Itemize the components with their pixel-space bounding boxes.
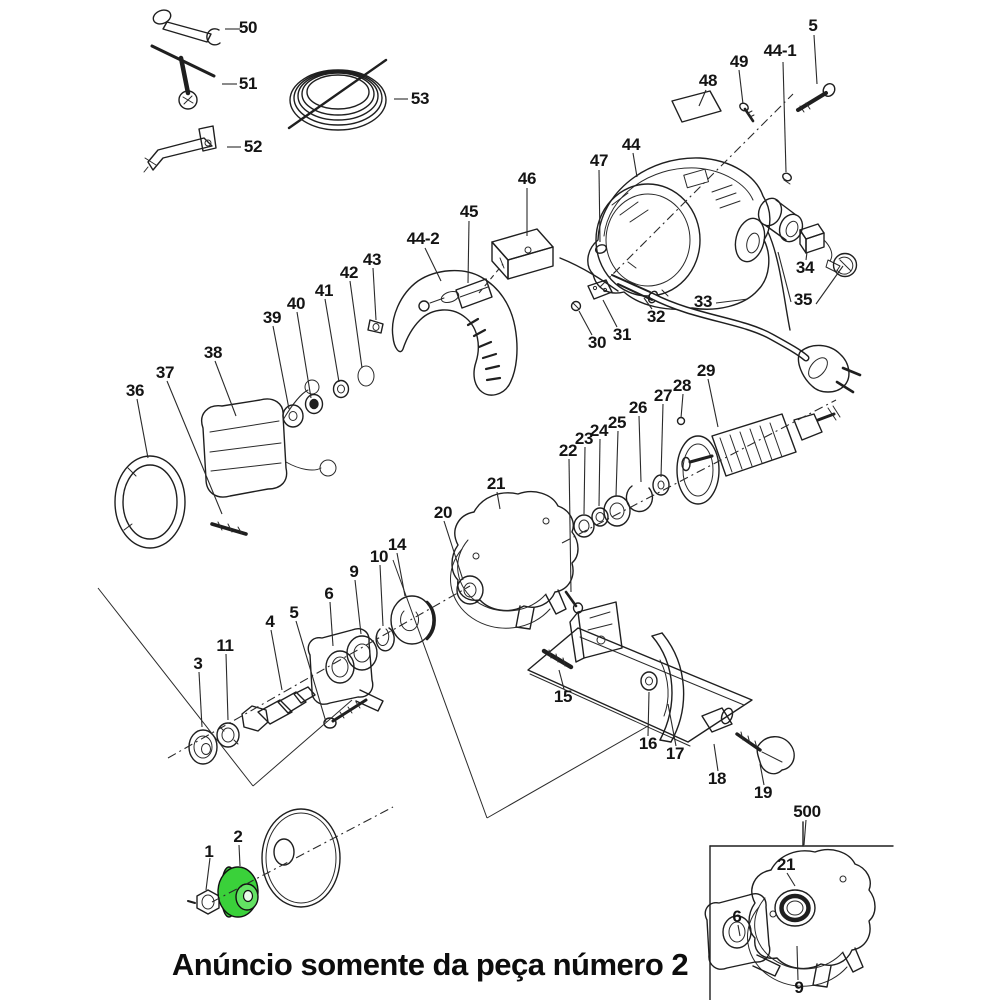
part-label-29: 29 [696,361,716,380]
rear-handle [392,271,517,395]
part-label-35: 35 [793,290,813,309]
switch-46 [492,229,553,279]
part-label-25: 25 [607,413,627,432]
wrench-icon [151,8,220,45]
wing-bolt-19 [737,732,794,774]
motor-housing [588,158,770,309]
part-label-2: 2 [233,827,243,846]
label-plate-48 [672,91,721,122]
flange-6-inset [705,894,780,976]
part-label-1: 1 [204,842,214,861]
part-label-44-1: 44-1 [763,41,797,60]
part-label-46: 46 [517,169,537,188]
part-label-52: 52 [243,137,263,156]
part-label-34: 34 [795,258,815,277]
part-label-39: 39 [262,308,282,327]
locknut-11 [217,723,239,747]
part-label-44-2: 44-2 [406,229,440,248]
part-label-40: 40 [286,294,306,313]
hex-bolt-1 [188,890,219,914]
part-label-50: 50 [238,18,258,37]
part-label-4: 4 [265,612,275,631]
part-label-18: 18 [707,769,727,788]
stator-ring-36 [115,456,185,548]
part-label-10: 10 [369,547,389,566]
part-label-5: 5 [808,16,818,35]
washers-39-43 [283,320,383,427]
part-label-22: 22 [558,441,578,460]
part-label-21: 21 [486,474,506,493]
part-label-17: 17 [665,744,685,763]
part-label-38: 38 [203,343,223,362]
part-label-9: 9 [349,562,359,581]
bearing-9-inset [775,890,815,926]
gear-14 [391,596,435,644]
part-label-51: 51 [238,74,258,93]
pin-15 [544,650,571,667]
part-label-32: 32 [646,307,666,326]
caption-text: Anúncio somente da peça número 2 [171,947,689,982]
screw-49 [738,102,754,121]
rip-fence-icon [144,126,216,172]
part-label-15: 15 [553,687,573,706]
part-label-47: 47 [589,151,609,170]
chuck-key-icon [152,46,214,109]
part-label-41: 41 [314,281,334,300]
part-label-24: 24 [589,421,609,440]
part-label-53: 53 [410,89,430,108]
part-label-16: 16 [638,734,658,753]
bolt-5-top [798,82,837,112]
part-label-37: 37 [155,363,175,382]
part-label-500: 500 [793,802,821,821]
part-label-6: 6 [732,907,742,926]
part-label-21: 21 [776,855,796,874]
part-label-9: 9 [794,978,804,997]
part-label-33: 33 [693,292,713,311]
part-label-19: 19 [753,783,773,802]
sleeve-18 [702,707,735,732]
armature-29 [677,406,840,504]
part-label-30: 30 [587,333,607,352]
part-label-27: 27 [653,386,673,405]
screw-5-lower [324,700,366,728]
part-label-5: 5 [289,603,299,622]
part-label-45: 45 [459,202,479,221]
snap-ring-10 [376,628,394,651]
saw-blade [262,809,340,907]
part-label-43: 43 [362,250,382,269]
part-label-3: 3 [193,654,203,673]
part-label-48: 48 [698,71,718,90]
part-label-42: 42 [339,263,359,282]
base-plate [528,602,752,746]
part-label-49: 49 [729,52,749,71]
cord-coil-icon [289,60,386,130]
part-label-36: 36 [125,381,145,400]
part-label-23: 23 [574,429,594,448]
part-label-31: 31 [612,325,632,344]
part-label-6: 6 [324,584,334,603]
screw-44-1 [781,172,792,184]
part-label-28: 28 [672,376,692,395]
outer-flange-2-highlighted [218,867,258,917]
part-label-11: 11 [216,636,234,655]
part-label-20: 20 [433,503,453,522]
part-label-14: 14 [387,535,407,554]
part-label-44: 44 [621,135,641,154]
leader-lines [137,29,843,980]
part-label-26: 26 [628,398,648,417]
